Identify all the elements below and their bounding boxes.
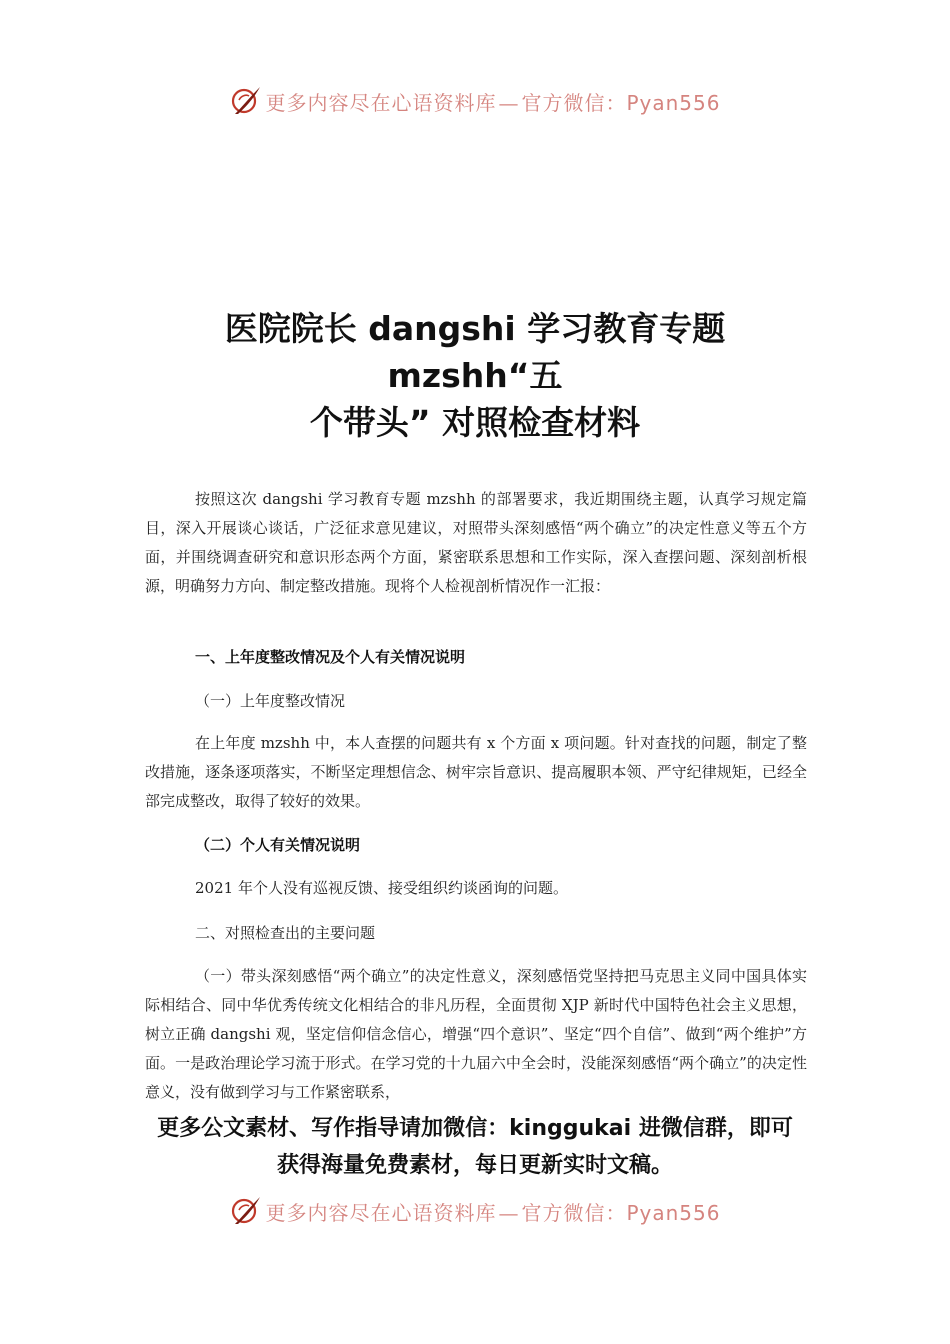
promo-line-2: 获得海量免费素材，每日更新实时文稿。 — [276, 1153, 673, 1178]
promo-line-1: 更多公文素材、写作指导请加微信：kinggukai 进微信群，即可 — [157, 1116, 793, 1141]
document-title — [140, 305, 810, 446]
quill-logo-icon — [229, 1194, 263, 1228]
section-1-subheading-2: （二）个人有关情况说明 — [195, 836, 361, 854]
section-1-sub-1-text-block — [145, 729, 807, 816]
header-watermark — [0, 84, 950, 118]
title-line-1: 医院院长 dangshi 学习教育专题 mzshh“五 — [224, 309, 726, 395]
section-1-paragraph-1: 在上年度 mzshh 中，本人查摆的问题共有 x 个方面 x 项问题。针对查找的问题，制定了整改措施，逐条逐项落实，不断坚定理想信念、树牢宗旨意识、提高履职本领、严守纪律规矩，已经全部完成整改，取得了较好的效果。 — [145, 734, 807, 810]
intro-paragraph: 按照这次 dangshi 学习教育专题 mzshh 的部署要求，我近期围绕主题，认真学习规定篇目，深入开展谈心谈话，广泛征求意见建议，对照带头深刻感悟“两个确立”的决定性意义等五个方面，并围绕调查研究和意识形态两个方面，紧密联系思想和工作实际，深入查摆问题、深刻剖析根源，明确努力方向、制定整改措施。现将个人检视剖析情况作一汇报： — [145, 490, 807, 595]
title-line-2: 个带头” 对照检查材料 — [309, 403, 641, 442]
header-watermark-text: 更多内容尽在心语资料库 — 官方微信：Pyan556 — [265, 90, 721, 115]
section-1-heading: 一、上年度整改情况及个人有关情况说明 — [195, 648, 466, 666]
section-1-paragraph-2: 2021 年个人没有巡视反馈、接受组织约谈函询的问题。 — [195, 879, 568, 897]
quill-logo-icon — [229, 84, 263, 118]
section-2-heading: 二、对照检查出的主要问题 — [195, 924, 376, 942]
section-1-heading-block — [145, 643, 807, 672]
section-1-sub-1-block — [145, 687, 807, 716]
section-2-paragraph-1: （一）带头深刻感悟“两个确立”的决定性意义，深刻感悟党坚持把马克思主义同中国具体实际相结合、同中华优秀传统文化相结合的非凡历程，全面贯彻 XJP 新时代中国特色社会主义思想，树立正确 dangshi 观，坚定信仰信念信心，增强“四个意识”、坚定“四个自信”、做到“两个维护”方面。一是政治理论学习流于形式。在学习党的十九届六中全会时，没能深刻感悟“两个确立”的决定性意义，没有做到学习与工作紧密联系， — [145, 967, 807, 1101]
section-1-sub-2-text-block — [145, 874, 807, 903]
section-2-text-block — [145, 962, 807, 1107]
footer-watermark-text: 更多内容尽在心语资料库 — 官方微信：Pyan556 — [265, 1200, 721, 1225]
section-1-sub-2-block — [145, 831, 807, 860]
section-2-heading-block — [145, 919, 807, 948]
intro-paragraph-block — [145, 485, 807, 601]
footer-watermark — [0, 1194, 950, 1228]
section-1-subheading-1: （一）上年度整改情况 — [195, 692, 346, 710]
promo-notice — [120, 1110, 830, 1184]
